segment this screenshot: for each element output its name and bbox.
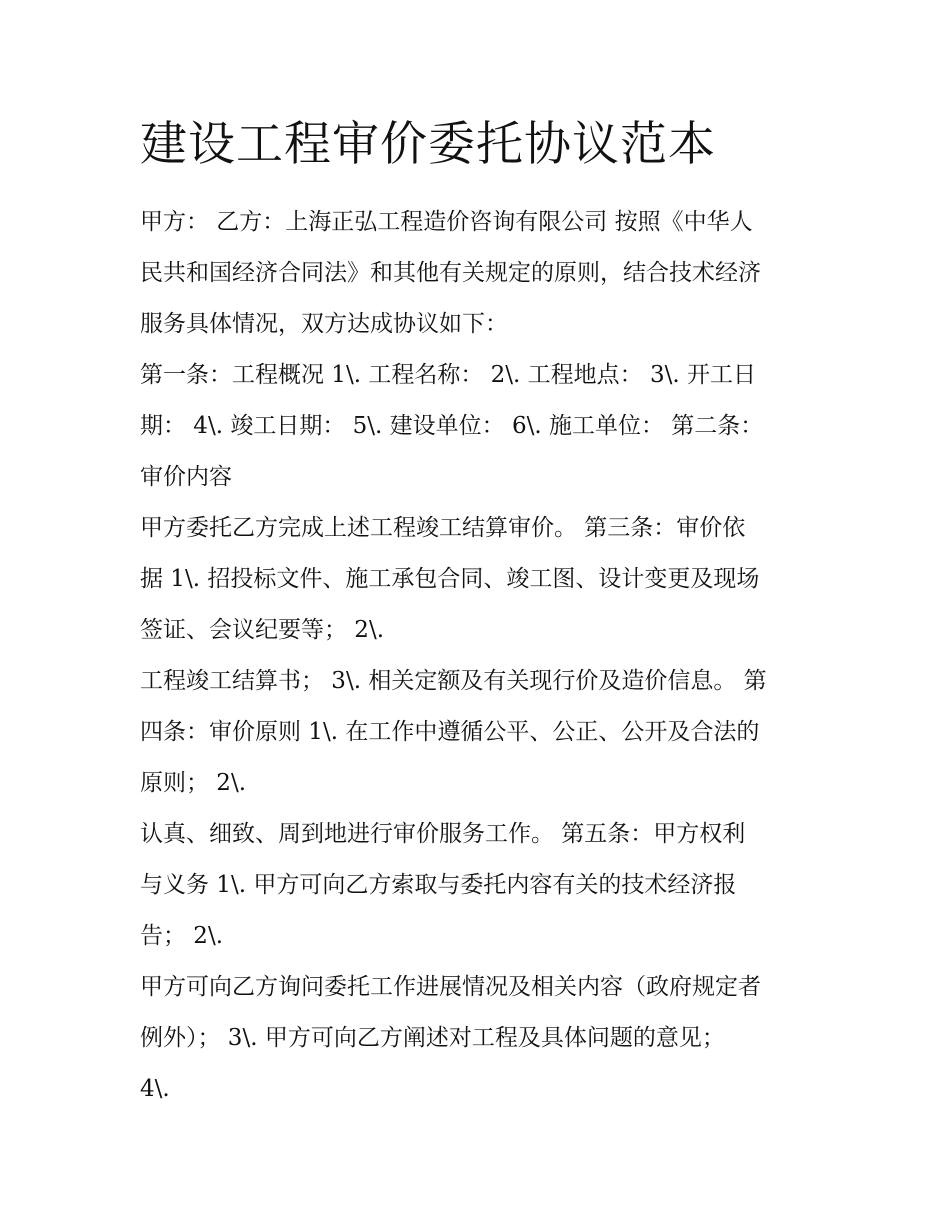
text-line: 与义务 1\. 甲方可向乙方索取与委托内容有关的技术经济报 bbox=[140, 872, 737, 898]
text-line: 据 1\. 招投标文件、施工承包合同、竣工图、设计变更及现场 bbox=[140, 566, 760, 592]
text-line: 认真、细致、周到地进行审价服务工作。 第五条：甲方权利 bbox=[140, 821, 746, 847]
text-line: 四条：审价原则 1\. 在工作中遵循公平、公正、公开及合法的 bbox=[140, 719, 760, 745]
text-line: 例外）； 3\. 甲方可向乙方阐述对工程及具体问题的意见； bbox=[140, 1025, 725, 1051]
document-body bbox=[140, 197, 820, 1115]
text-line: 工程竣工结算书； 3\. 相关定额及有关现行价及造价信息。 第 bbox=[140, 668, 767, 694]
text-line: 期： 4\. 竣工日期： 5\. 建设单位： 6\. 施工单位： 第二条： bbox=[140, 413, 764, 439]
paragraph-article-1 bbox=[140, 350, 820, 503]
text-line: 服务具体情况，双方达成协议如下： bbox=[140, 311, 508, 337]
paragraph-parties bbox=[140, 197, 820, 350]
text-line: 甲方委托乙方完成上述工程竣工结算审价。 第三条：审价依 bbox=[140, 515, 746, 541]
text-line: 甲方可向乙方询问委托工作进展情况及相关内容（政府规定者 bbox=[140, 974, 761, 1000]
paragraph-article-2-3 bbox=[140, 503, 820, 656]
paragraph-article-3-4 bbox=[140, 656, 820, 809]
document-title: 建设工程审价委托协议范本 bbox=[140, 117, 716, 172]
text-line: 告； 2\. bbox=[140, 923, 224, 949]
text-line: 4\. bbox=[140, 1076, 170, 1102]
text-line: 民共和国经济合同法》和其他有关规定的原则，结合技术经济 bbox=[140, 260, 761, 286]
text-line: 审价内容 bbox=[140, 464, 232, 490]
text-line: 原则； 2\. bbox=[140, 770, 247, 796]
text-line: 签证、会议纪要等； 2\. bbox=[140, 617, 385, 643]
paragraph-article-4-5 bbox=[140, 809, 820, 962]
text-line: 甲方： 乙方：上海正弘工程造价咨询有限公司 按照《中华人 bbox=[140, 209, 753, 235]
paragraph-article-5-cont bbox=[140, 962, 820, 1115]
text-line: 第一条：工程概况 1\. 工程名称： 2\. 工程地点： 3\. 开工日 bbox=[140, 362, 756, 388]
